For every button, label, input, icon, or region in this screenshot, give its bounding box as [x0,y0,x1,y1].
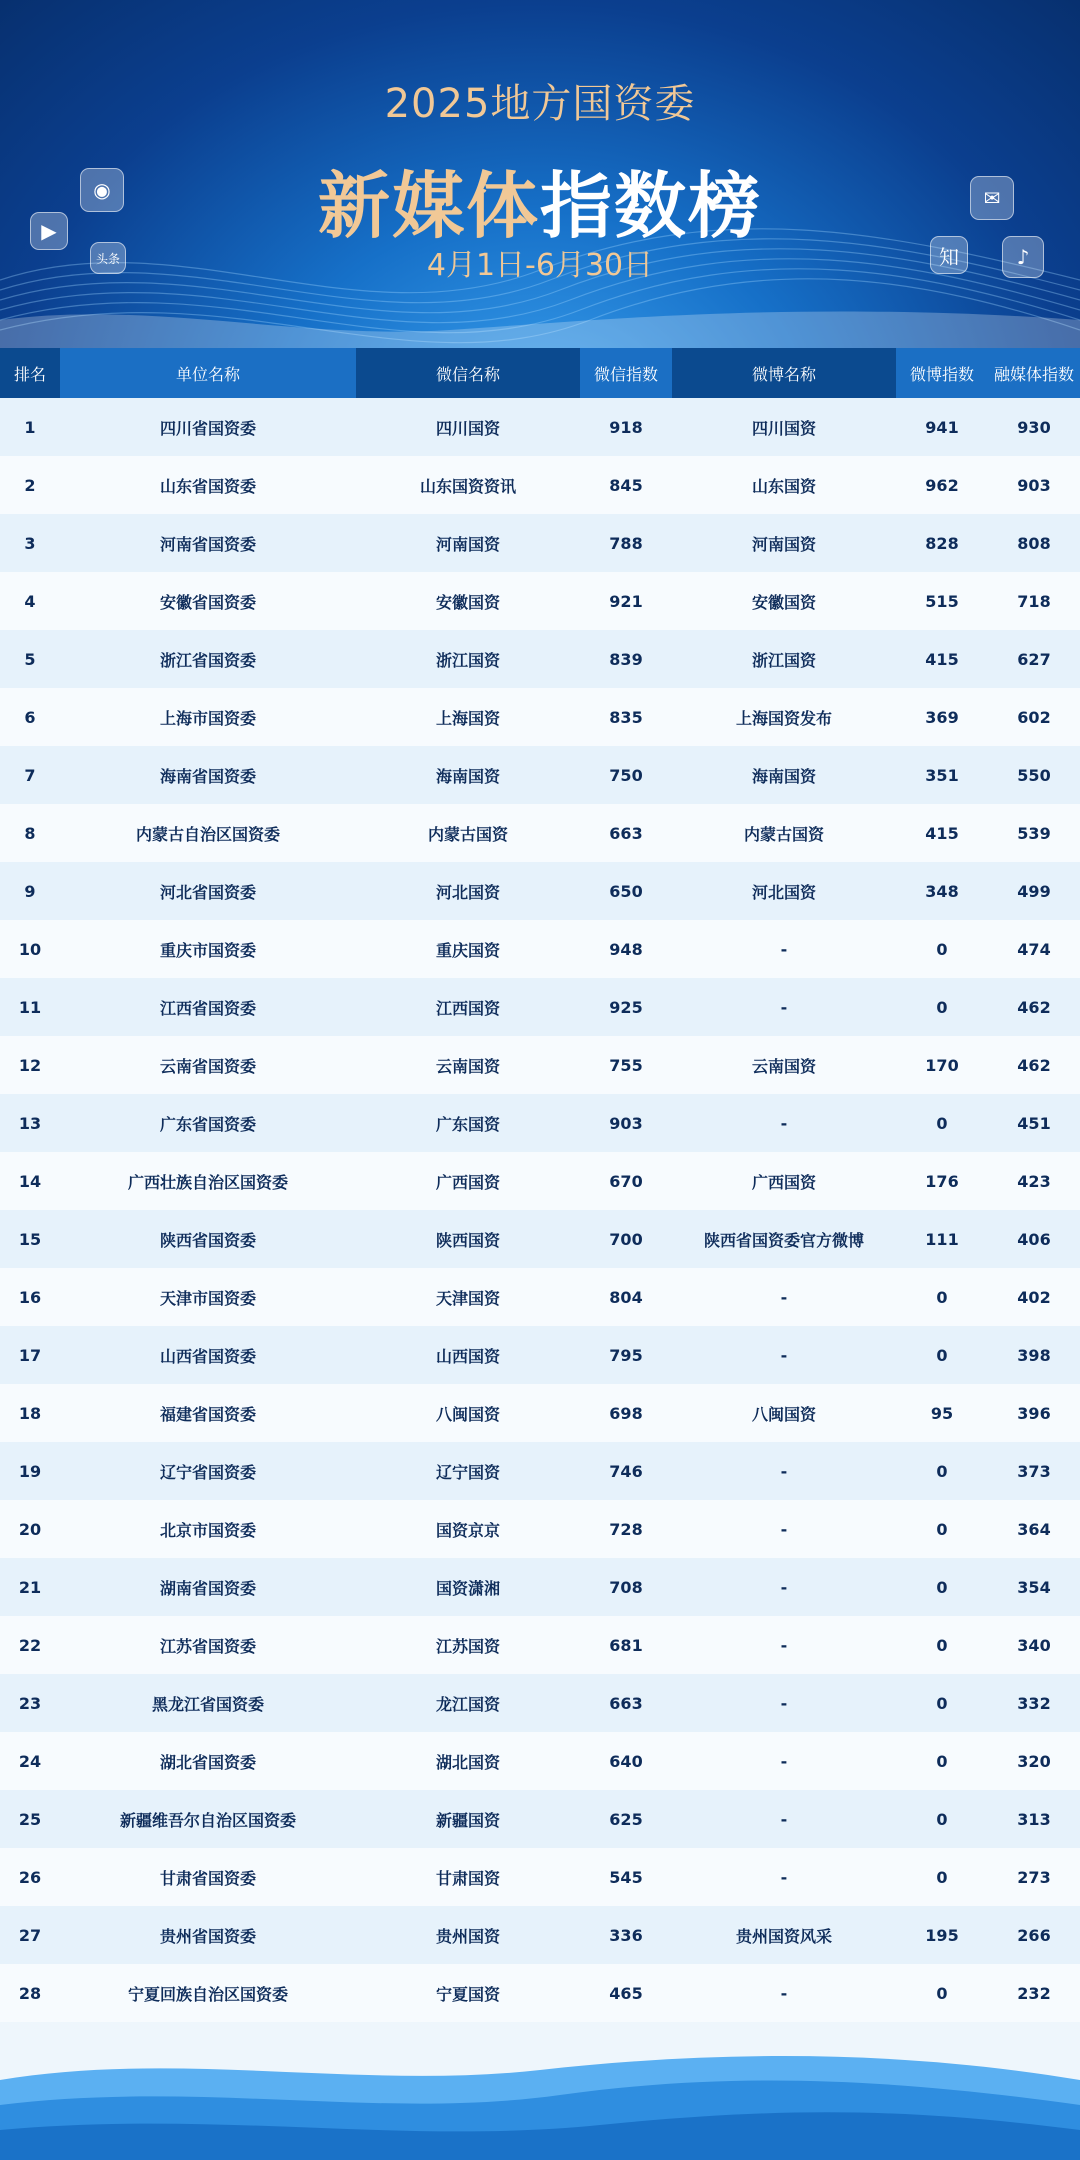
wechat-index-cell: 708 [609,1577,643,1597]
wechat-index-cell: 698 [609,1403,643,1423]
header-subtitle: 2025地方国资委 [384,81,696,127]
media-index-cell: 499 [1017,881,1051,901]
media-index-cell: 808 [1017,533,1051,553]
table-row [0,1906,1080,1964]
table-row [0,1674,1080,1732]
rank-cell: 21 [18,1577,42,1597]
wechat-name-cell: 河南国资 [435,534,500,554]
table-row [0,1152,1080,1210]
title-part-1: 新媒体 [317,164,540,248]
weibo-index-cell: 111 [925,1229,959,1249]
weibo-index-cell: 0 [936,1287,948,1307]
wechat-name-cell: 上海国资 [435,708,500,728]
rank-cell: 15 [18,1229,42,1249]
unit-name-cell: 陕西省国资委 [159,1230,256,1250]
media-index-cell: 451 [1017,1113,1051,1133]
wechat-index-cell: 804 [609,1287,643,1307]
wechat-index-cell: 700 [609,1229,643,1249]
douyin-icon: ♪ [1002,236,1044,278]
wechat-name-cell: 八闽国资 [435,1404,500,1424]
wechat-name-cell: 广西国资 [435,1172,500,1192]
wechat-name-cell: 陕西国资 [435,1230,500,1250]
header-unit: 单位名称 [60,348,356,398]
weibo-index-cell: 0 [936,1519,948,1539]
weibo-index-cell: 0 [936,1867,948,1887]
wechat-index-cell: 663 [609,1693,643,1713]
weibo-name-cell: - [780,1461,788,1481]
wechat-name-cell: 贵州国资 [435,1926,500,1946]
rank-cell: 9 [24,881,36,901]
weibo-index-cell: 828 [925,533,959,553]
unit-name-cell: 辽宁省国资委 [159,1462,256,1482]
wechat-icon: ✉ [970,176,1014,220]
media-index-cell: 602 [1017,707,1051,727]
table-header [0,348,1080,398]
wechat-index-cell: 625 [609,1809,643,1829]
weibo-index-cell: 941 [925,417,959,437]
weibo-name-cell: 广西国资 [751,1172,816,1192]
weibo-index-cell: 195 [925,1925,959,1945]
unit-name-cell: 福建省国资委 [159,1404,256,1424]
rank-cell: 10 [18,939,42,959]
table-row [0,1848,1080,1906]
weibo-name-cell: - [780,1345,788,1365]
weibo-index-cell: 176 [925,1171,959,1191]
unit-name-cell: 北京市国资委 [159,1520,256,1540]
wechat-name-cell: 天津国资 [435,1288,500,1308]
weibo-name-cell: - [780,1113,788,1133]
media-index-cell: 332 [1017,1693,1051,1713]
rank-cell: 20 [18,1519,42,1539]
wechat-index-cell: 681 [609,1635,643,1655]
rank-cell: 17 [18,1345,42,1365]
wechat-name-cell: 海南国资 [435,766,500,786]
media-index-cell: 462 [1017,1055,1051,1075]
wechat-name-cell: 湖北国资 [435,1752,500,1772]
weibo-index-cell: 0 [936,1751,948,1771]
table-row [0,514,1080,572]
unit-name-cell: 内蒙古自治区国资委 [135,824,280,844]
wechat-index-cell: 835 [609,707,643,727]
wechat-index-cell: 839 [609,649,643,669]
table-row [0,1268,1080,1326]
unit-name-cell: 广西壮族自治区国资委 [127,1172,288,1192]
unit-name-cell: 四川省国资委 [159,418,256,438]
table-row [0,862,1080,920]
media-index-cell: 627 [1017,649,1051,669]
media-index-cell: 423 [1017,1171,1051,1191]
weibo-name-cell: 八闽国资 [751,1404,816,1424]
rank-cell: 25 [18,1809,42,1829]
unit-name-cell: 贵州省国资委 [159,1926,256,1946]
weibo-name-cell: 云南国资 [751,1056,816,1076]
weibo-index-cell: 0 [936,1113,948,1133]
weibo-name-cell: - [780,1577,788,1597]
rank-cell: 28 [18,1983,42,2003]
unit-name-cell: 宁夏回族自治区国资委 [127,1984,288,2004]
weibo-index-cell: 962 [925,475,959,495]
weibo-index-cell: 515 [925,591,959,611]
date-range: 4月1日-6月30日 [426,248,654,283]
zhihu-icon: 知 [930,236,968,274]
weibo-name-cell: 海南国资 [751,766,816,786]
weibo-name-cell: - [780,1287,788,1307]
wechat-name-cell: 辽宁国资 [435,1462,500,1482]
media-index-cell: 398 [1017,1345,1051,1365]
table-row [0,920,1080,978]
unit-name-cell: 上海市国资委 [159,708,256,728]
header-weibo-index: 微博指数 [896,348,988,398]
media-index-cell: 320 [1017,1751,1051,1771]
weibo-index-cell: 0 [936,1345,948,1365]
weibo-name-cell: - [780,1867,788,1887]
rank-cell: 4 [24,591,36,611]
table-row [0,456,1080,514]
weibo-index-cell: 0 [936,1461,948,1481]
table-row [0,1326,1080,1384]
weibo-name-cell: 安徽国资 [751,592,816,612]
wechat-index-cell: 640 [609,1751,643,1771]
weibo-name-cell: 浙江国资 [751,650,816,670]
table-row [0,1790,1080,1848]
table-row [0,1500,1080,1558]
rank-cell: 14 [18,1171,42,1191]
header-wechat-name: 微信名称 [435,364,500,384]
table-row [0,804,1080,862]
wechat-name-cell: 广东国资 [435,1114,500,1134]
rank-cell: 22 [18,1635,42,1655]
wechat-name-cell: 四川国资 [435,418,500,438]
unit-name-cell: 河南省国资委 [159,534,256,554]
weibo-index-cell: 369 [925,707,959,727]
media-index-cell: 406 [1017,1229,1051,1249]
weibo-index-cell: 0 [936,1693,948,1713]
rank-cell: 27 [18,1925,42,1945]
header-rank: 排名 [13,364,46,384]
title-part-2: 指数榜 [540,164,763,248]
page-title [0,148,1080,252]
media-index-cell: 930 [1017,417,1051,437]
weibo-name-cell: - [780,1693,788,1713]
weibo-index-cell: 415 [925,823,959,843]
unit-name-cell: 山东省国资委 [159,476,256,496]
table-row [0,1732,1080,1790]
media-index-cell: 550 [1017,765,1051,785]
unit-name-cell: 云南省国资委 [159,1056,256,1076]
wechat-name-cell: 新疆国资 [435,1810,500,1830]
wechat-name-cell: 山西国资 [435,1346,500,1366]
header-media-index: 融媒体指数 [988,348,1080,398]
unit-name-cell: 山西省国资委 [159,1346,256,1366]
header-wechat-index: 微信指数 [580,348,672,398]
unit-name-cell: 重庆市国资委 [159,940,256,960]
rank-cell: 3 [24,533,36,553]
wechat-name-cell: 宁夏国资 [435,1984,500,2004]
weibo-index-cell: 170 [925,1055,959,1075]
weibo-name-cell: 河北国资 [751,882,816,902]
weibo-name-cell: 山东国资 [751,476,816,496]
unit-name-cell: 湖南省国资委 [159,1578,256,1598]
wechat-index-cell: 465 [609,1983,643,2003]
weibo-name-cell: - [780,939,788,959]
wechat-name-cell: 江苏国资 [435,1636,500,1656]
wechat-index-cell: 336 [609,1925,643,1945]
wechat-name-cell: 河北国资 [435,882,500,902]
wechat-index-cell: 750 [609,765,643,785]
wechat-index-cell: 948 [609,939,643,959]
wechat-index-cell: 845 [609,475,643,495]
table-row [0,1442,1080,1500]
unit-name-cell: 安徽省国资委 [159,592,256,612]
wechat-name-cell: 龙江国资 [435,1694,500,1714]
table-body [0,398,1080,2022]
weibo-name-cell: - [780,1751,788,1771]
wechat-name-cell: 国资京京 [435,1520,500,1540]
table-row [0,978,1080,1036]
toutiao-icon: 头条 [90,242,126,274]
wechat-name-cell: 内蒙古国资 [427,824,508,844]
wechat-name-cell: 山东国资资讯 [419,476,516,496]
wechat-index-cell: 903 [609,1113,643,1133]
weibo-index-cell: 0 [936,1983,948,2003]
table-row [0,1616,1080,1674]
media-index-cell: 364 [1017,1519,1051,1539]
video-icon: ▶ [30,212,68,250]
header-banner [0,0,1080,348]
weibo-index-cell: 0 [936,939,948,959]
weibo-index-cell: 415 [925,649,959,669]
media-index-cell: 340 [1017,1635,1051,1655]
wechat-index-cell: 788 [609,533,643,553]
media-index-cell: 474 [1017,939,1051,959]
weibo-name-cell: 上海国资发布 [735,708,832,728]
ranking-table [0,348,1080,2022]
table-row [0,398,1080,456]
rank-cell: 11 [18,997,42,1017]
rank-cell: 1 [24,417,36,437]
rank-cell: 5 [24,649,36,669]
weibo-name-cell: - [780,1983,788,2003]
rank-cell: 12 [18,1055,42,1075]
unit-name-cell: 新疆维吾尔自治区国资委 [119,1810,296,1830]
footer-wave [0,2050,1080,2160]
table-row [0,1094,1080,1152]
wechat-name-cell: 国资潇湘 [435,1578,500,1598]
weibo-name-cell: - [780,997,788,1017]
rank-cell: 2 [24,475,36,495]
rank-cell: 13 [18,1113,42,1133]
weibo-name-cell: 河南国资 [751,534,816,554]
table-row [0,1384,1080,1442]
unit-name-cell: 广东省国资委 [159,1114,256,1134]
media-index-cell: 903 [1017,475,1051,495]
rank-cell: 7 [24,765,36,785]
weibo-index-cell: 0 [936,1809,948,1829]
table-row [0,688,1080,746]
table-row [0,1964,1080,2022]
weibo-name-cell: 陕西省国资委官方微博 [703,1230,864,1250]
media-index-cell: 539 [1017,823,1051,843]
unit-name-cell: 黑龙江省国资委 [151,1694,264,1714]
wechat-index-cell: 925 [609,997,643,1017]
weibo-icon: ◉ [80,168,124,212]
wechat-index-cell: 746 [609,1461,643,1481]
table-row [0,746,1080,804]
wechat-index-cell: 663 [609,823,643,843]
weibo-name-cell: - [780,1809,788,1829]
unit-name-cell: 河北省国资委 [159,882,256,902]
media-index-cell: 373 [1017,1461,1051,1481]
media-index-cell: 313 [1017,1809,1051,1829]
wechat-name-cell: 云南国资 [435,1056,500,1076]
media-index-cell: 402 [1017,1287,1051,1307]
table-row [0,572,1080,630]
wechat-index-cell: 755 [609,1055,643,1075]
unit-name-cell: 江苏省国资委 [159,1636,256,1656]
weibo-name-cell: - [780,1635,788,1655]
unit-name-cell: 海南省国资委 [159,766,256,786]
table-row [0,1036,1080,1094]
weibo-name-cell: - [780,1519,788,1539]
unit-name-cell: 浙江省国资委 [159,650,256,670]
rank-cell: 26 [18,1867,42,1887]
weibo-name-cell: 内蒙古国资 [743,824,824,844]
rank-cell: 8 [24,823,36,843]
header-weibo-name: 微博名称 [751,364,816,384]
wechat-index-cell: 795 [609,1345,643,1365]
wechat-index-cell: 545 [609,1867,643,1887]
rank-cell: 6 [24,707,36,727]
weibo-name-cell: 贵州国资风采 [735,1926,832,1946]
wechat-name-cell: 浙江国资 [435,650,500,670]
media-index-cell: 354 [1017,1577,1051,1597]
weibo-index-cell: 0 [936,1577,948,1597]
rank-cell: 24 [18,1751,42,1771]
table-row [0,630,1080,688]
weibo-index-cell: 95 [930,1403,954,1423]
wechat-index-cell: 921 [609,591,643,611]
media-index-cell: 273 [1017,1867,1051,1887]
table-row [0,1558,1080,1616]
media-index-cell: 266 [1017,1925,1051,1945]
wechat-index-cell: 728 [609,1519,643,1539]
media-index-cell: 396 [1017,1403,1051,1423]
rank-cell: 23 [18,1693,42,1713]
rank-cell: 19 [18,1461,42,1481]
wechat-name-cell: 江西国资 [435,998,500,1018]
rank-cell: 16 [18,1287,42,1307]
unit-name-cell: 甘肃省国资委 [159,1868,256,1888]
wechat-index-cell: 670 [609,1171,643,1191]
weibo-name-cell: 四川国资 [751,418,816,438]
media-index-cell: 232 [1017,1983,1051,2003]
wechat-index-cell: 650 [609,881,643,901]
media-index-cell: 718 [1017,591,1051,611]
unit-name-cell: 江西省国资委 [159,998,256,1018]
weibo-index-cell: 0 [936,1635,948,1655]
unit-name-cell: 湖北省国资委 [159,1752,256,1772]
unit-name-cell: 天津市国资委 [159,1288,256,1308]
wechat-name-cell: 安徽国资 [435,592,500,612]
media-index-cell: 462 [1017,997,1051,1017]
wechat-name-cell: 甘肃国资 [435,1868,500,1888]
weibo-index-cell: 351 [925,765,959,785]
wechat-index-cell: 918 [609,417,643,437]
wechat-name-cell: 重庆国资 [435,940,500,960]
weibo-index-cell: 348 [925,881,959,901]
weibo-index-cell: 0 [936,997,948,1017]
rank-cell: 18 [18,1403,42,1423]
table-row [0,1210,1080,1268]
